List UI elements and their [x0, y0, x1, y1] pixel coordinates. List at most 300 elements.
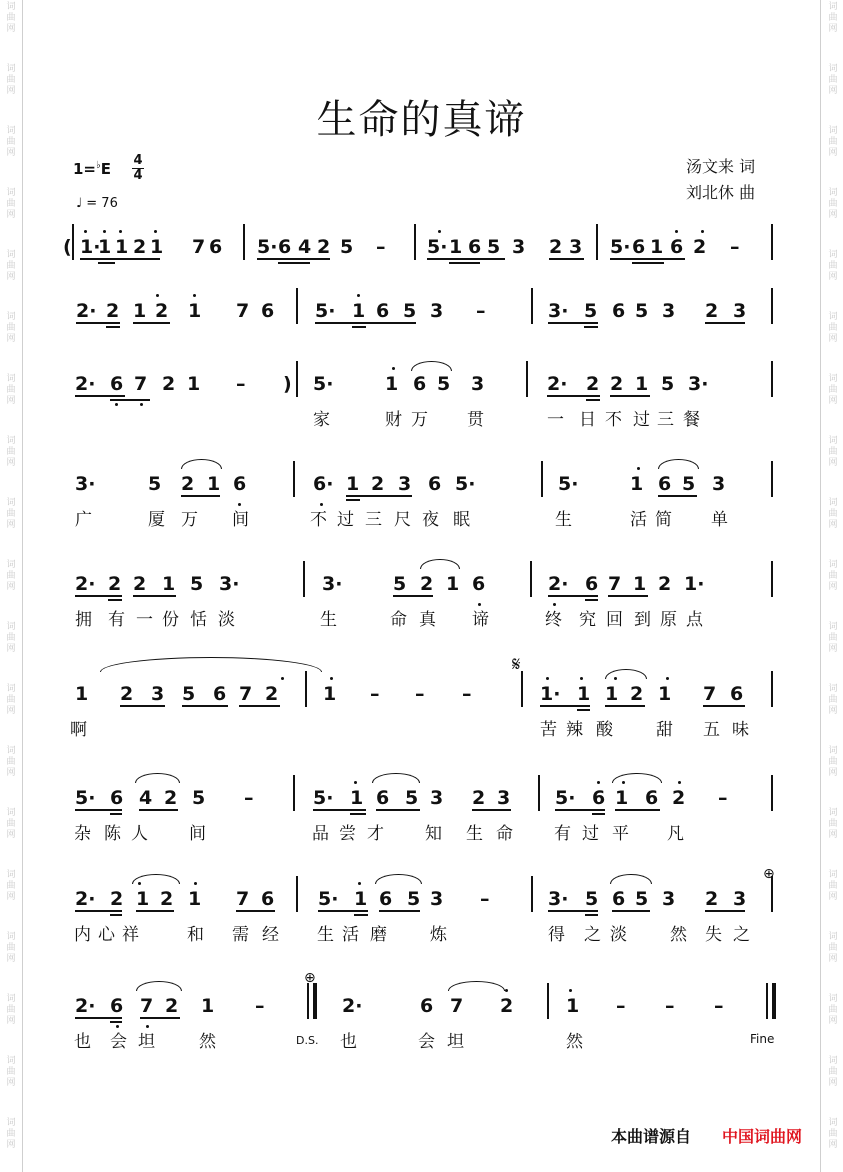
- note: 3: [733, 300, 747, 322]
- beam-underline: [236, 910, 275, 912]
- lyric: 财: [385, 410, 402, 430]
- tie-slur: [372, 773, 420, 783]
- note: 6: [379, 888, 393, 910]
- note: 2: [108, 573, 122, 595]
- tie-slur: [612, 773, 662, 783]
- note: 3: [430, 787, 444, 809]
- beam-underline: [605, 705, 645, 707]
- note: 2: [693, 236, 707, 258]
- note: 5·: [75, 787, 96, 809]
- lyric: 然: [566, 1032, 583, 1052]
- note: 1: [207, 473, 221, 495]
- octave-dot: [115, 403, 118, 406]
- octave-dot: [678, 781, 681, 784]
- lyric: 夜: [422, 510, 439, 530]
- barline: [541, 461, 543, 497]
- watermark-text: 词 曲 网: [6, 250, 16, 282]
- note: 1: [136, 888, 150, 910]
- lyric: 平: [612, 824, 629, 844]
- note: 2: [160, 888, 174, 910]
- note: 6: [261, 300, 275, 322]
- beam-underline: [584, 326, 598, 328]
- beam-underline: [75, 395, 125, 397]
- time-signature: [132, 154, 144, 183]
- note: 5: [437, 373, 451, 395]
- octave-dot: [84, 230, 87, 233]
- barline: [531, 288, 533, 324]
- beam-underline: [612, 910, 650, 912]
- coda-icon-2: ⊕: [304, 970, 316, 986]
- note: 1: [323, 683, 337, 705]
- note: 5·: [315, 300, 336, 322]
- note: 5·: [455, 473, 476, 495]
- beam-underline: [705, 322, 745, 324]
- beam-underline: [610, 395, 650, 397]
- tempo-value: = 76: [86, 196, 118, 211]
- lyric: 餐: [683, 410, 700, 430]
- octave-dot: [357, 294, 360, 297]
- lyric: 磨: [370, 925, 387, 945]
- note: 6: [428, 473, 442, 495]
- note: 5·: [427, 236, 448, 258]
- note: 3: [430, 888, 444, 910]
- note: 6·: [313, 473, 334, 495]
- barline: [771, 361, 773, 397]
- note: –: [730, 236, 740, 258]
- note: 2: [164, 787, 178, 809]
- note: 3: [471, 373, 485, 395]
- note: –: [718, 787, 728, 809]
- note: –: [714, 995, 724, 1017]
- lyric: 究: [579, 610, 596, 630]
- octave-dot: [193, 294, 196, 297]
- beam-underline: [313, 809, 366, 811]
- note: 2: [420, 573, 434, 595]
- song-title: 生命的真谛: [316, 97, 527, 143]
- lyric: 点: [686, 610, 703, 630]
- tie-slur: [181, 459, 222, 469]
- beam-underline: [610, 258, 685, 260]
- beam-underline: [318, 910, 368, 912]
- lyric: 终: [545, 610, 562, 630]
- note: 1: [633, 573, 647, 595]
- note: 2·: [548, 573, 569, 595]
- note: 6: [278, 236, 292, 258]
- watermark-text: 词 曲 网: [6, 808, 16, 840]
- watermark-text: 词 曲 网: [828, 2, 838, 34]
- lyric: 会: [418, 1032, 435, 1052]
- note: 2·: [547, 373, 568, 395]
- lyric: 也: [340, 1032, 357, 1052]
- beam-underline: [548, 595, 598, 597]
- note: 4: [298, 236, 312, 258]
- beam-underline: [98, 262, 115, 264]
- octave-dot: [281, 677, 284, 680]
- note: 1: [98, 236, 112, 258]
- barline: [771, 224, 773, 260]
- barline: [296, 288, 298, 324]
- watermark-text: 词 曲 网: [6, 1056, 16, 1088]
- note: 5·: [313, 787, 334, 809]
- beam-underline: [577, 709, 590, 711]
- watermark-text: 词 曲 网: [828, 932, 838, 964]
- lyric: 谛: [472, 610, 489, 630]
- barline: [771, 288, 773, 324]
- lyric: 一: [547, 410, 564, 430]
- note: 2·: [342, 995, 363, 1017]
- note: 1: [446, 573, 460, 595]
- lyric: 单: [711, 510, 728, 530]
- watermark-text: 词 曲 网: [6, 932, 16, 964]
- beam-underline: [585, 914, 598, 916]
- note: –: [616, 995, 626, 1017]
- note: 2: [120, 683, 134, 705]
- watermark-text: 词 曲 网: [6, 64, 16, 96]
- watermark-text: 词 曲 网: [828, 188, 838, 220]
- lyric: 然: [670, 925, 687, 945]
- beam-underline: [110, 813, 122, 815]
- note: 1: [188, 300, 202, 322]
- lyric: 拥: [75, 610, 92, 630]
- octave-dot: [238, 503, 241, 506]
- watermark-text: 词 曲 网: [828, 994, 838, 1026]
- note: 3: [512, 236, 526, 258]
- lyric: 万: [181, 510, 198, 530]
- barline: [526, 361, 528, 397]
- note: 3·: [75, 473, 96, 495]
- note: 2: [155, 300, 169, 322]
- watermark-text: 词 曲 网: [6, 2, 16, 34]
- note: 5·: [555, 787, 576, 809]
- beam-underline: [239, 705, 280, 707]
- lyric: 生: [555, 510, 572, 530]
- note: 5: [682, 473, 696, 495]
- note: 1: [115, 236, 129, 258]
- beam-underline: [139, 809, 178, 811]
- watermark-text: 词 曲 网: [6, 312, 16, 344]
- beam-underline: [75, 1017, 122, 1019]
- watermark-text: 词 曲 网: [828, 1056, 838, 1088]
- octave-dot: [119, 230, 122, 233]
- note: –: [480, 888, 490, 910]
- lyric: 活: [630, 510, 647, 530]
- note: 1: [658, 683, 672, 705]
- note: 7: [450, 995, 464, 1017]
- octave-dot: [320, 503, 323, 506]
- barline: [766, 983, 768, 1019]
- octave-dot: [358, 882, 361, 885]
- note: 3·: [548, 300, 569, 322]
- beam-underline: [108, 599, 122, 601]
- octave-dot: [103, 230, 106, 233]
- beam-underline: [257, 258, 330, 260]
- note: –: [476, 300, 486, 322]
- note: 6: [420, 995, 434, 1017]
- octave-dot: [330, 677, 333, 680]
- note: 2·: [75, 995, 96, 1017]
- beam-underline: [658, 495, 697, 497]
- score-row: [0, 683, 843, 763]
- note: 1: [187, 373, 201, 395]
- note: 7: [236, 888, 250, 910]
- note: 1: [615, 787, 629, 809]
- beam-underline: [133, 322, 170, 324]
- note: 5: [190, 573, 204, 595]
- lyric: 过: [633, 410, 650, 430]
- note: 2: [500, 995, 514, 1017]
- lyric: 需: [232, 925, 249, 945]
- lyric: 甜: [656, 720, 673, 740]
- note: 6: [585, 573, 599, 595]
- lyric: 有: [554, 824, 571, 844]
- octave-dot: [546, 677, 549, 680]
- lyric: 家: [313, 410, 330, 430]
- lyric: 贯: [467, 410, 484, 430]
- beam-underline: [585, 599, 598, 601]
- note: 2: [610, 373, 624, 395]
- lyric: 辣: [566, 720, 583, 740]
- note: 1: [577, 683, 591, 705]
- lyric: 知: [425, 824, 442, 844]
- watermark-text: 词 曲 网: [6, 126, 16, 158]
- lyric: 啊: [70, 720, 87, 740]
- note: 5: [182, 683, 196, 705]
- note: 5·: [558, 473, 579, 495]
- lyric: 失: [705, 925, 722, 945]
- note: 6: [110, 787, 124, 809]
- beam-underline: [615, 809, 660, 811]
- barline: [771, 671, 773, 707]
- watermark-text: 词 曲 网: [6, 622, 16, 654]
- lyric: 和: [187, 925, 204, 945]
- note: 6: [612, 300, 626, 322]
- lyric: 祥: [122, 925, 139, 945]
- lyric: 份: [162, 610, 179, 630]
- note: –: [370, 683, 380, 705]
- watermark-text: 词 曲 网: [6, 560, 16, 592]
- note: 3·: [688, 373, 709, 395]
- octave-dot: [116, 1025, 119, 1028]
- barline: [547, 983, 549, 1019]
- tie-slur: [448, 981, 505, 991]
- tie-slur: [420, 559, 460, 569]
- beam-underline: [278, 262, 310, 264]
- lyric: 过: [337, 510, 354, 530]
- beam-underline: [586, 399, 600, 401]
- note: 3: [569, 236, 583, 258]
- note: 6: [670, 236, 684, 258]
- lyric: 真: [419, 610, 436, 630]
- lyric: 到: [634, 610, 651, 630]
- note: 1: [188, 888, 202, 910]
- beam-underline: [379, 910, 420, 912]
- note: 5·: [257, 236, 278, 258]
- note: 7: [703, 683, 717, 705]
- note: 5: [192, 787, 206, 809]
- lyric: 活: [342, 925, 359, 945]
- watermark-text: 词 曲 网: [828, 498, 838, 530]
- octave-dot: [140, 403, 143, 406]
- flat-sign: ♭: [96, 160, 101, 171]
- note: 1: [133, 300, 147, 322]
- note: 2: [133, 236, 147, 258]
- note: 2: [705, 888, 719, 910]
- lyric: 得: [548, 925, 565, 945]
- watermark-text: 词 曲 网: [828, 746, 838, 778]
- note: 5: [393, 573, 407, 595]
- lyric: 炼: [430, 925, 447, 945]
- lyric: 简: [655, 510, 672, 530]
- lyric: 三: [657, 410, 674, 430]
- lyric: 命: [496, 824, 513, 844]
- watermark-text: 词 曲 网: [828, 808, 838, 840]
- note: –: [462, 683, 472, 705]
- watermark-text: 词 曲 网: [828, 622, 838, 654]
- octave-dot: [666, 677, 669, 680]
- note: 2: [110, 888, 124, 910]
- lyric: 有: [108, 610, 125, 630]
- beam-underline: [376, 809, 420, 811]
- note: –: [665, 995, 675, 1017]
- octave-dot: [156, 294, 159, 297]
- time-sig-bottom: 4: [133, 168, 143, 183]
- beam-underline: [540, 705, 590, 707]
- score-row: [0, 888, 843, 968]
- octave-dot: [675, 230, 678, 233]
- tie-slur: [610, 874, 652, 884]
- note: 5: [584, 300, 598, 322]
- octave-dot: [553, 603, 556, 606]
- note: 6: [110, 373, 124, 395]
- quarter-note-icon: ♩: [76, 196, 83, 211]
- score-row: [0, 573, 843, 653]
- key-prefix: 1=: [73, 160, 97, 178]
- barline: [307, 983, 309, 1019]
- beam-underline: [352, 326, 366, 328]
- barline: [414, 224, 416, 260]
- note: 3: [662, 300, 676, 322]
- lyric: 才: [367, 824, 384, 844]
- lyric: 生: [320, 610, 337, 630]
- note: 7: [608, 573, 622, 595]
- note: 6: [233, 473, 247, 495]
- note: 6: [658, 473, 672, 495]
- barline: [296, 361, 298, 397]
- lyric: 一: [136, 610, 153, 630]
- watermark-text: 词 曲 网: [828, 870, 838, 902]
- note: 2: [133, 573, 147, 595]
- composer-credit: 刘北休 曲: [686, 183, 756, 202]
- watermark-text: 词 曲 网: [6, 746, 16, 778]
- note: 1: [385, 373, 399, 395]
- watermark-text: 词 曲 网: [6, 436, 16, 468]
- note: 3: [497, 787, 511, 809]
- beam-underline: [548, 322, 598, 324]
- octave-dot: [154, 230, 157, 233]
- lyric: 淡: [610, 925, 627, 945]
- octave-dot: [478, 603, 481, 606]
- note: 3: [712, 473, 726, 495]
- barline: [313, 983, 317, 1019]
- lyric: 广: [75, 510, 92, 530]
- lyric: 五: [703, 720, 720, 740]
- note: 2: [265, 683, 279, 705]
- note: 7: [140, 995, 154, 1017]
- lyric: 会: [110, 1032, 127, 1052]
- watermark-text: 词 曲 网: [828, 684, 838, 716]
- lyric: 生: [317, 925, 334, 945]
- note: 1·: [540, 683, 561, 705]
- fine-mark: Fine: [750, 1032, 775, 1046]
- note: 3·: [322, 573, 343, 595]
- barline: [530, 561, 532, 597]
- note: 7: [192, 236, 206, 258]
- note: 2: [549, 236, 563, 258]
- lyric: 品: [312, 824, 329, 844]
- lyric: 回: [606, 610, 623, 630]
- lyricist-credit: 汤文来 词: [686, 157, 756, 176]
- watermark-text: 词 曲 网: [6, 994, 16, 1026]
- beam-underline: [140, 1017, 180, 1019]
- barline: [293, 461, 295, 497]
- note: 7: [134, 373, 148, 395]
- note: 3: [151, 683, 165, 705]
- barline: [243, 224, 245, 260]
- watermark-text: 词 曲 网: [828, 560, 838, 592]
- note: 6: [213, 683, 227, 705]
- note: 1: [350, 787, 364, 809]
- barline: [296, 876, 298, 912]
- note: 1·: [684, 573, 705, 595]
- note: 5: [148, 473, 162, 495]
- octave-dot: [146, 1025, 149, 1028]
- octave-dot: [637, 467, 640, 470]
- source-site: 中国词曲网: [722, 1127, 803, 1146]
- beam-underline: [75, 809, 122, 811]
- coda-icon: ⊕: [763, 866, 775, 882]
- note: 3·: [219, 573, 240, 595]
- octave-dot: [354, 781, 357, 784]
- watermark-text: 词 曲 网: [6, 684, 16, 716]
- note: 6: [645, 787, 659, 809]
- note: 4: [139, 787, 153, 809]
- lyric: 不: [605, 410, 622, 430]
- note: ): [283, 373, 292, 395]
- lyric: 三: [365, 510, 382, 530]
- lyric: 尝: [339, 824, 356, 844]
- octave-dot: [438, 230, 441, 233]
- watermark-text: 词 曲 网: [6, 188, 16, 220]
- beam-underline: [136, 910, 174, 912]
- lyric: 苦: [540, 720, 557, 740]
- lyric: 尺: [394, 510, 411, 530]
- watermark-text: 词 曲 网: [828, 250, 838, 282]
- beam-underline: [592, 813, 605, 815]
- source-label: 本曲谱源自: [611, 1127, 692, 1146]
- tie-slur: [135, 773, 180, 783]
- note: 6: [376, 300, 390, 322]
- note: 3: [398, 473, 412, 495]
- beam-underline: [608, 595, 648, 597]
- note: 2: [162, 373, 176, 395]
- beam-underline: [393, 595, 433, 597]
- watermark-text: 词 曲 网: [6, 1118, 16, 1150]
- lyric: 厦: [148, 510, 165, 530]
- watermark-text: 词 曲 网: [828, 1118, 838, 1150]
- lyric: 淡: [218, 610, 235, 630]
- note: 3: [733, 888, 747, 910]
- beam-underline: [80, 258, 160, 260]
